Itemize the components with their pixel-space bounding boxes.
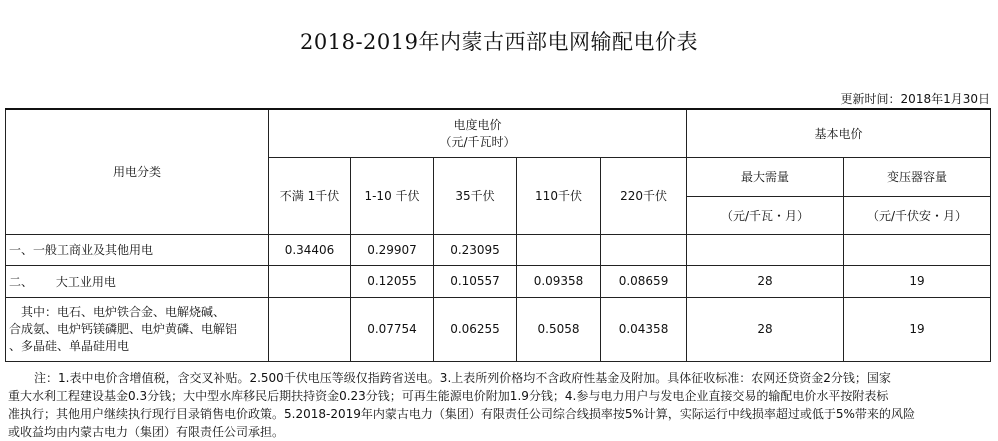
price-cell bbox=[269, 297, 351, 361]
price-cell: 0.09358 bbox=[517, 265, 601, 297]
transformer-cell: 19 bbox=[844, 297, 991, 361]
price-cell bbox=[517, 234, 601, 265]
row-category: 一、一般工商业及其他用电 bbox=[6, 234, 269, 265]
energy-price-label: 电度电价 bbox=[453, 118, 502, 133]
header-max-demand: 最大需量 bbox=[687, 157, 844, 196]
header-energy-price bbox=[269, 109, 687, 157]
footnote-line: 重大水利工程建设基金0.3分钱；大中型水库移民后期扶持资金0.23分钱；可再生能源电价附加1.9分钱；4.参与电力用户与发电企业直接交易的输配电价水平按附表标 bbox=[8, 389, 889, 403]
price-cell: 0.29907 bbox=[351, 234, 434, 265]
price-cell: 0.07754 bbox=[351, 297, 434, 361]
price-cell: 0.5058 bbox=[517, 297, 601, 361]
tariff-table bbox=[5, 108, 991, 362]
header-voltage-0: 不满 1千伏 bbox=[269, 157, 351, 234]
header-voltage-3: 110千伏 bbox=[517, 157, 601, 234]
footnote bbox=[8, 369, 988, 441]
price-cell: 0.06255 bbox=[434, 297, 517, 361]
header-base-price: 基本电价 bbox=[687, 109, 991, 157]
price-cell: 0.34406 bbox=[269, 234, 351, 265]
update-time: 更新时间：2018年1月30日 bbox=[840, 92, 990, 106]
price-cell: 0.04358 bbox=[601, 297, 687, 361]
row-category: 二、 大工业用电 bbox=[6, 265, 269, 297]
price-cell: 0.08659 bbox=[601, 265, 687, 297]
header-max-demand-unit: （元/千瓦・月） bbox=[687, 196, 844, 234]
row-category-line: 、多晶硅、单晶硅用电 bbox=[9, 338, 130, 353]
price-cell bbox=[601, 234, 687, 265]
price-cell bbox=[269, 265, 351, 297]
footnote-line: 准执行；其他用户继续执行现行目录销售电价政策。5.2018-2019年内蒙古电力（集团）有限责任公司综合线损率按5%计算，实际运行中线损率超过或低于5%带来的风险 bbox=[8, 407, 915, 421]
header-voltage-4: 220千伏 bbox=[601, 157, 687, 234]
transformer-cell: 19 bbox=[844, 265, 991, 297]
table-row bbox=[6, 265, 991, 297]
table-row bbox=[6, 234, 991, 265]
header-voltage-1: 1-10 千伏 bbox=[351, 157, 434, 234]
header-transformer: 变压器容量 bbox=[844, 157, 991, 196]
header-voltage-2: 35千伏 bbox=[434, 157, 517, 234]
max-demand-cell bbox=[687, 234, 844, 265]
price-cell: 0.12055 bbox=[351, 265, 434, 297]
max-demand-cell: 28 bbox=[687, 265, 844, 297]
price-cell: 0.23095 bbox=[434, 234, 517, 265]
row-category-line: 合成氨、电炉钙镁磷肥、电炉黄磷、电解铝 bbox=[9, 321, 238, 336]
transformer-cell bbox=[844, 234, 991, 265]
footnote-line: 或收益均由内蒙古电力（集团）有限责任公司承担。 bbox=[8, 425, 285, 439]
header-category: 用电分类 bbox=[6, 109, 269, 234]
row-category bbox=[6, 297, 269, 361]
price-cell: 0.10557 bbox=[434, 265, 517, 297]
header-transformer-unit: （元/千伏安・月） bbox=[844, 196, 991, 234]
footnote-line: 注：1.表中电价含增值税，含交叉补贴。2.500千伏电压等级仅指跨省送电。3.上表所列价格均不含政府性基金及附加。具体征收标准：农网还贷资金2分钱；国家 bbox=[34, 371, 891, 385]
page-title: 2018-2019年内蒙古西部电网输配电价表 bbox=[300, 30, 698, 54]
max-demand-cell: 28 bbox=[687, 297, 844, 361]
energy-price-unit: （元/千瓦时） bbox=[439, 135, 516, 150]
row-category-line: 其中：电石、电炉铁合金、电解烧碱、 bbox=[9, 304, 226, 319]
table-row bbox=[6, 297, 991, 361]
